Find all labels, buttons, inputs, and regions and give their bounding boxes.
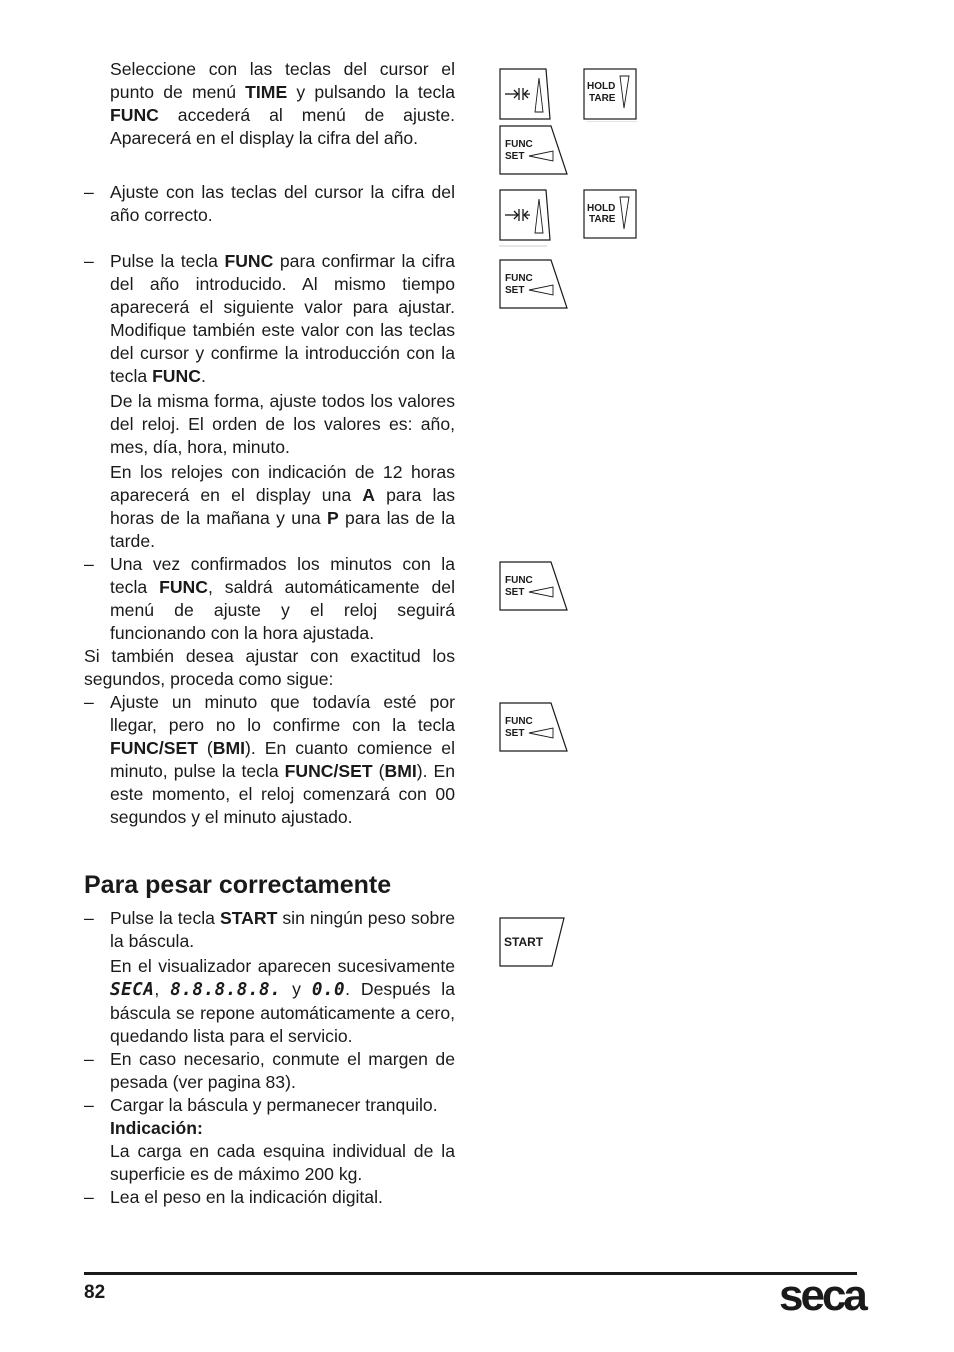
list-item: – Pulse la tecla FUNC para confirmar la cifra del año introducido. Al mismo tiempo aparecerá el siguiente valor para ajustar. Modifique también este valor con las teclas del cursor y confirme la introducción con la tecla FUNC. [84, 251, 455, 386]
paragraph: Si también desea ajustar con exactitud los segundos, proceda como sigue: [84, 646, 455, 689]
list-item: – Cargar la báscula y permanecer tranquilo. [84, 1095, 438, 1115]
func-set-key-icon [499, 702, 571, 754]
lcd-text: 0.0 [311, 980, 346, 1000]
list-item: – Una vez confirmados los minutos con la tecla FUNC, saldrá automáticamente del menú de ajuste y el reloj seguirá funcionando con la hora ajustada. [84, 554, 455, 643]
start-key-icon [499, 917, 567, 969]
page-number: 82 [84, 1282, 106, 1303]
text-block [84, 250, 455, 829]
key-label: HOLD [587, 203, 616, 214]
cursor-key-icon [499, 189, 551, 247]
list-item: – Ajuste con las teclas del cursor la cifra del año correcto. [84, 182, 455, 225]
key-label: FUNC [505, 139, 533, 150]
key-label: SET [505, 151, 525, 162]
text-column [84, 58, 455, 150]
key-label: TARE [589, 214, 616, 225]
paragraph-select-time: Seleccione con las teclas del cursor el punto de menú TIME y pulsando la tecla FUNC accederá al menú de ajuste. Aparecerá en el display la cifra del año. [110, 59, 455, 148]
lcd-text: 8.8.8.8.8. [170, 980, 282, 1000]
section-heading: Para pesar correctamente [84, 871, 392, 899]
note: Indicación: La carga en cada esquina individual de la superficie es de máximo 200 kg. [110, 1118, 455, 1184]
func-set-key-icon [499, 561, 571, 613]
brand-logo: seca [779, 1271, 865, 1320]
text-block [84, 181, 455, 227]
list-item: – En caso necesario, conmute el margen de pesada (ver pagina 83). [84, 1049, 455, 1092]
hold-tare-key-icon [583, 189, 639, 241]
hold-tare-key-icon [583, 68, 639, 122]
key-label: START [504, 935, 544, 949]
key-label: TARE [589, 93, 616, 104]
key-label: FUNC [505, 575, 533, 586]
paragraph: En los relojes con indicación de 12 horas aparecerá en el display una A para las horas de la mañana y una P para las de la tarde. [110, 462, 455, 551]
func-set-key-icon [499, 259, 571, 311]
paragraph: En el visualizador aparecen sucesivamente SECA, 8.8.8.8.8. y 0.0. Después la báscula se repone automáticamente a cero, quedando lista para el servicio. [110, 956, 456, 1046]
cursor-key-icon [499, 68, 551, 120]
key-label: SET [505, 728, 525, 739]
key-label: HOLD [587, 81, 616, 92]
list-item: – Lea el peso en la indicación digital. [84, 1187, 383, 1207]
key-label: FUNC [505, 716, 533, 727]
key-label: SET [505, 285, 525, 296]
list-item: – Pulse la tecla START sin ningún peso sobre la báscula. [84, 908, 455, 951]
paragraph: De la misma forma, ajuste todos los valores del reloj. El orden de los valores es: año, mes, día, hora, minuto. [110, 391, 455, 457]
key-label: SET [505, 587, 525, 598]
key-label: FUNC [505, 273, 533, 284]
text-block [84, 907, 455, 1209]
lcd-text: SECA [110, 980, 155, 1000]
list-item: – Ajuste un minuto que todavía esté por llegar, pero no lo confirme con la tecla FUNC/SET (BMI). En cuanto comience el minuto, pulse la tecla FUNC/SET (BMI). En este momento, el reloj comenzará con 00 segundos y el minuto ajustado. [84, 692, 456, 827]
func-set-key-icon [499, 125, 571, 177]
footer-rule [84, 1272, 857, 1275]
